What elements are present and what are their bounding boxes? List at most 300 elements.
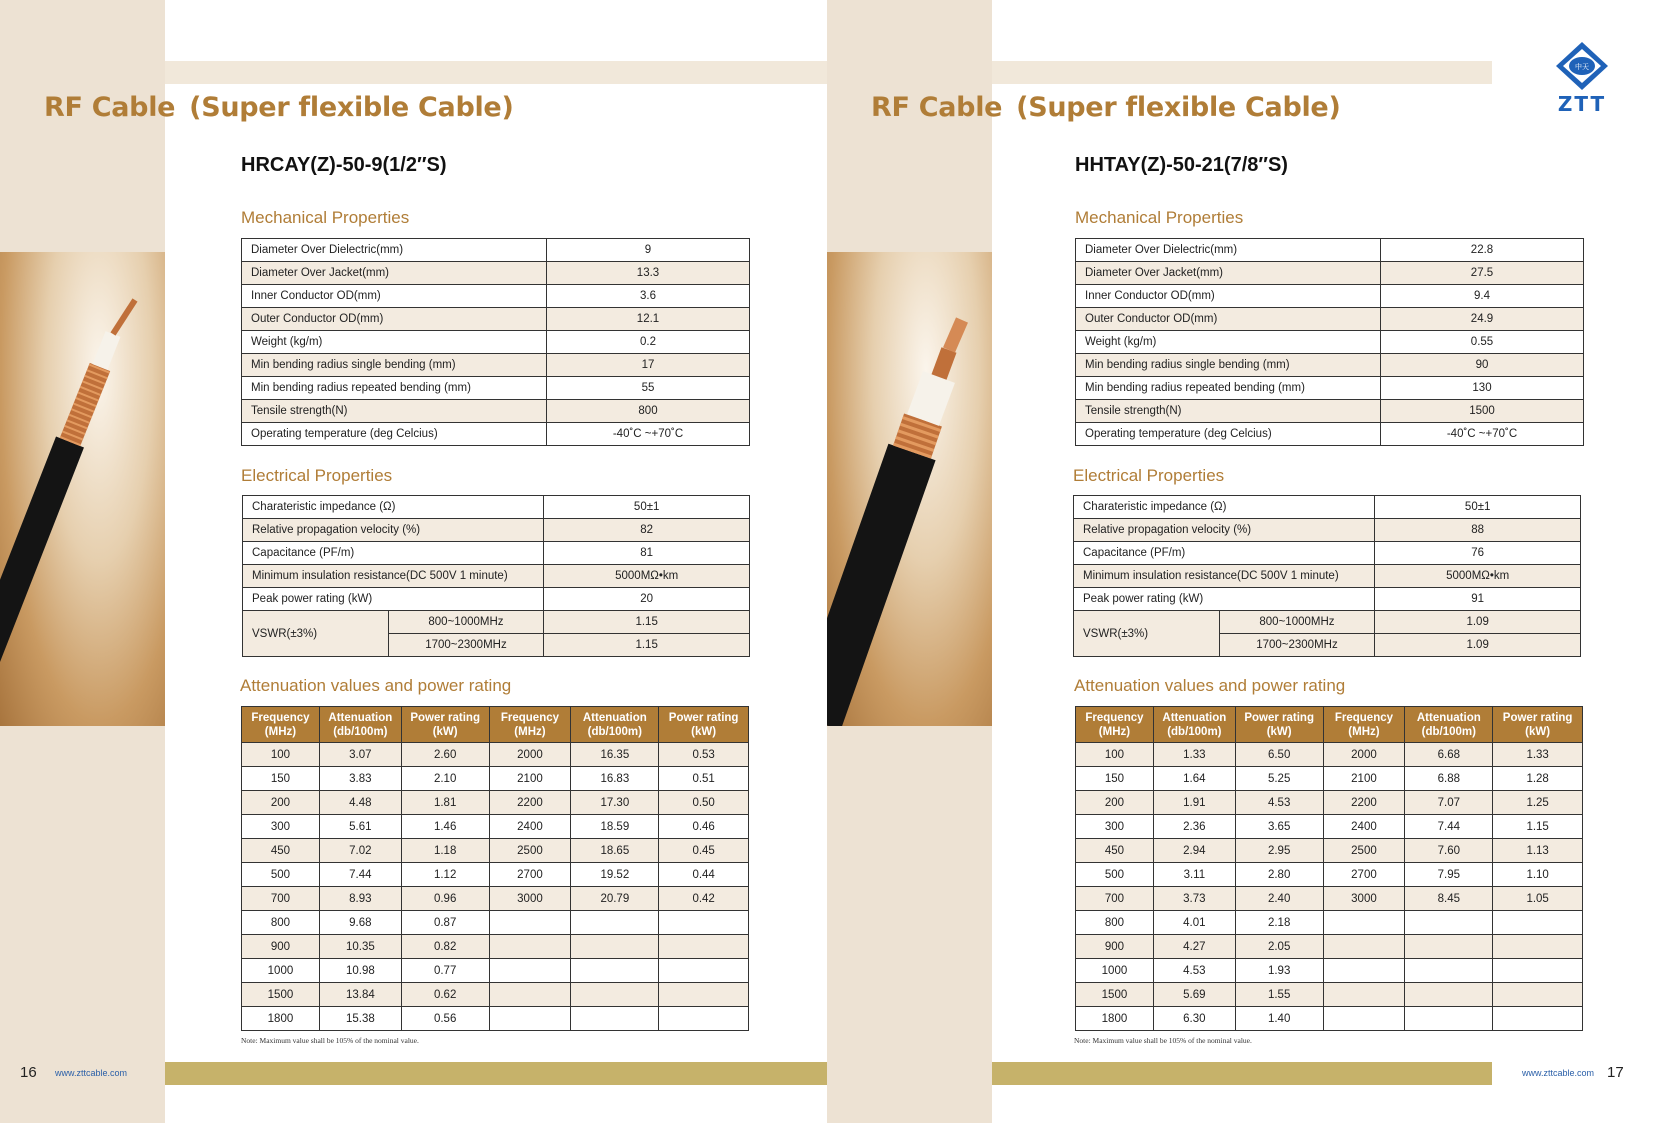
property-label: Min bending radius single bending (mm) (1076, 354, 1381, 377)
property-row (242, 239, 750, 262)
property-value: 130 (1381, 377, 1584, 400)
attenuation-row (1076, 911, 1583, 935)
attenuation-cell: 150 (1076, 767, 1154, 791)
property-label: Tensile strength(N) (242, 400, 547, 423)
attenuation-heading: Attenuation values and power rating (240, 676, 512, 695)
attenuation-row (242, 767, 749, 791)
column-header (1076, 707, 1154, 743)
property-row (243, 588, 750, 611)
attenuation-cell (571, 911, 659, 935)
attenuation-cell: 900 (1076, 935, 1154, 959)
property-label: Inner Conductor OD(mm) (242, 285, 547, 308)
attenuation-row (1076, 1007, 1583, 1031)
attenuation-cell: 700 (242, 887, 320, 911)
attenuation-cell: 3.73 (1153, 887, 1235, 911)
attenuation-cell: 0.50 (659, 791, 749, 815)
vswr-band: 1700~2300MHz (1219, 634, 1375, 657)
attenuation-cell: 2100 (1323, 767, 1405, 791)
attenuation-cell: 1.28 (1493, 767, 1583, 791)
property-label: Min bending radius repeated bending (mm) (242, 377, 547, 400)
attenuation-cell: 1.40 (1235, 1007, 1323, 1031)
attenuation-cell: 900 (242, 935, 320, 959)
attenuation-cell (571, 959, 659, 983)
top-band (165, 61, 827, 84)
page-title-main: RF Cable (44, 92, 176, 123)
column-header (571, 707, 659, 743)
column-header-unit: (kW) (1266, 725, 1292, 738)
property-value: 22.8 (1381, 239, 1584, 262)
mechanical-heading: Mechanical Properties (1075, 208, 1244, 227)
vswr-label: VSWR(±3%) (243, 611, 389, 657)
column-header-name: Attenuation (582, 711, 647, 724)
page-title-sub: (Super flexible Cable) (1016, 92, 1341, 123)
column-header (1405, 707, 1493, 743)
attenuation-cell: 7.44 (1405, 815, 1493, 839)
attenuation-cell: 2.60 (401, 743, 489, 767)
column-header-unit: (db/100m) (1167, 725, 1222, 738)
attenuation-cell: 0.45 (659, 839, 749, 863)
cable-photo-thick (827, 252, 992, 726)
vswr-band: 1700~2300MHz (388, 634, 544, 657)
attenuation-cell (1405, 1007, 1493, 1031)
mechanical-table (1075, 238, 1584, 446)
attenuation-cell (659, 959, 749, 983)
attenuation-cell: 1.93 (1235, 959, 1323, 983)
attenuation-cell: 0.44 (659, 863, 749, 887)
attenuation-cell: 3.83 (319, 767, 401, 791)
attenuation-cell (1493, 1007, 1583, 1031)
property-row (1076, 423, 1584, 446)
attenuation-cell (1323, 1007, 1405, 1031)
property-label: Tensile strength(N) (1076, 400, 1381, 423)
attenuation-cell: 0.51 (659, 767, 749, 791)
attenuation-cell: 200 (1076, 791, 1154, 815)
attenuation-cell: 0.96 (401, 887, 489, 911)
property-row (1074, 519, 1581, 542)
attenuation-cell: 1000 (242, 959, 320, 983)
property-row (1076, 262, 1584, 285)
attenuation-cell: 1800 (1076, 1007, 1154, 1031)
attenuation-cell: 1.91 (1153, 791, 1235, 815)
attenuation-row (1076, 839, 1583, 863)
property-label: Relative propagation velocity (%) (243, 519, 544, 542)
electrical-table (1073, 495, 1581, 657)
property-label: Peak power rating (kW) (243, 588, 544, 611)
column-header-unit: (kW) (691, 725, 717, 738)
property-label: Min bending radius repeated bending (mm) (1076, 377, 1381, 400)
attenuation-table (241, 706, 749, 1031)
column-header-unit: (MHz) (264, 725, 297, 738)
attenuation-row (1076, 887, 1583, 911)
logo-seal-text: 中天 (1575, 63, 1589, 71)
column-header-name: Attenuation (328, 711, 393, 724)
property-value: -40˚C ~+70˚C (1381, 423, 1584, 446)
column-header-unit: (MHz) (514, 725, 546, 738)
attenuation-cell: 2.36 (1153, 815, 1235, 839)
property-value: 12.1 (547, 308, 750, 331)
vswr-row (243, 611, 750, 634)
attenuation-cell: 2200 (1323, 791, 1405, 815)
attenuation-cell: 2500 (489, 839, 571, 863)
property-value: 27.5 (1381, 262, 1584, 285)
cable-photo-thin (0, 252, 165, 726)
attenuation-cell: 1.10 (1493, 863, 1583, 887)
page-title-sub: (Super flexible Cable) (189, 92, 514, 123)
attenuation-cell: 15.38 (319, 1007, 401, 1031)
property-label: Diameter Over Dielectric(mm) (1076, 239, 1381, 262)
property-value: 1500 (1381, 400, 1584, 423)
attenuation-cell: 1.46 (401, 815, 489, 839)
property-row (1074, 496, 1581, 519)
ztt-logo (1552, 40, 1612, 114)
property-label: Diameter Over Jacket(mm) (242, 262, 547, 285)
attenuation-row (1076, 959, 1583, 983)
column-header-unit: (kW) (432, 725, 458, 738)
attenuation-cell: 5.69 (1153, 983, 1235, 1007)
property-label: Operating temperature (deg Celcius) (242, 423, 547, 446)
property-value: 0.2 (547, 331, 750, 354)
attenuation-cell: 0.87 (401, 911, 489, 935)
attenuation-cell: 2000 (489, 743, 571, 767)
attenuation-cell: 3000 (489, 887, 571, 911)
attenuation-cell: 100 (1076, 743, 1154, 767)
property-row (242, 377, 750, 400)
attenuation-cell (1323, 983, 1405, 1007)
column-header-unit: (MHz) (1098, 725, 1131, 738)
attenuation-cell: 1500 (242, 983, 320, 1007)
attenuation-cell: 1.25 (1493, 791, 1583, 815)
attenuation-cell: 6.50 (1235, 743, 1323, 767)
property-row (1076, 285, 1584, 308)
attenuation-cell: 1.33 (1493, 743, 1583, 767)
property-row (242, 354, 750, 377)
attenuation-cell (571, 935, 659, 959)
property-row (243, 496, 750, 519)
property-row (242, 423, 750, 446)
attenuation-cell: 200 (242, 791, 320, 815)
electrical-heading: Electrical Properties (1073, 466, 1225, 485)
property-row (1074, 565, 1581, 588)
table-note: Note: Maximum value shall be 105% of the nominal value. (1074, 1036, 1252, 1045)
attenuation-cell: 7.60 (1405, 839, 1493, 863)
property-value: 800 (547, 400, 750, 423)
website-link[interactable]: www.zttcable.com (55, 1068, 128, 1078)
attenuation-cell: 6.88 (1405, 767, 1493, 791)
attenuation-cell: 7.44 (319, 863, 401, 887)
bottom-band (165, 1062, 827, 1085)
attenuation-cell (1493, 983, 1583, 1007)
attenuation-cell (489, 959, 571, 983)
attenuation-cell: 4.01 (1153, 911, 1235, 935)
column-header (1235, 707, 1323, 743)
column-header-unit: (MHz) (1348, 725, 1380, 738)
column-header (1153, 707, 1235, 743)
attenuation-cell: 1800 (242, 1007, 320, 1031)
attenuation-cell: 16.35 (571, 743, 659, 767)
attenuation-cell: 7.95 (1405, 863, 1493, 887)
attenuation-header-row (1076, 707, 1583, 743)
attenuation-cell: 16.83 (571, 767, 659, 791)
attenuation-cell: 1.15 (1493, 815, 1583, 839)
column-header-unit: (db/100m) (1421, 725, 1476, 738)
column-header (1323, 707, 1405, 743)
attenuation-row (1076, 863, 1583, 887)
vswr-band: 800~1000MHz (388, 611, 544, 634)
electrical-table (242, 495, 750, 657)
attenuation-cell: 9.68 (319, 911, 401, 935)
attenuation-cell: 13.84 (319, 983, 401, 1007)
attenuation-cell (1405, 911, 1493, 935)
electrical-heading: Electrical Properties (241, 466, 393, 485)
mechanical-heading: Mechanical Properties (241, 208, 410, 227)
attenuation-row (1076, 767, 1583, 791)
column-header (319, 707, 401, 743)
attenuation-cell: 0.77 (401, 959, 489, 983)
property-row (242, 331, 750, 354)
property-label: Minimum insulation resistance(DC 500V 1 minute) (243, 565, 544, 588)
property-label: Outer Conductor OD(mm) (1076, 308, 1381, 331)
property-row (243, 519, 750, 542)
attenuation-cell: 150 (242, 767, 320, 791)
attenuation-header-row (242, 707, 749, 743)
attenuation-cell: 1.12 (401, 863, 489, 887)
attenuation-row (1076, 815, 1583, 839)
attenuation-cell: 1.33 (1153, 743, 1235, 767)
attenuation-cell: 0.62 (401, 983, 489, 1007)
right-page (827, 0, 1654, 1123)
attenuation-row (242, 863, 749, 887)
page-number: 17 (1607, 1064, 1624, 1081)
attenuation-table (1075, 706, 1583, 1031)
vswr-value: 1.15 (544, 634, 750, 657)
property-row (1076, 377, 1584, 400)
column-header-name: Frequency (1334, 711, 1394, 724)
property-row (1076, 331, 1584, 354)
attenuation-cell: 18.59 (571, 815, 659, 839)
property-label: Diameter Over Jacket(mm) (1076, 262, 1381, 285)
attenuation-cell: 4.53 (1153, 959, 1235, 983)
attenuation-cell: 500 (1076, 863, 1154, 887)
attenuation-cell (489, 935, 571, 959)
attenuation-heading: Attenuation values and power rating (1074, 676, 1346, 695)
attenuation-row (242, 1007, 749, 1031)
column-header (401, 707, 489, 743)
attenuation-cell: 5.61 (319, 815, 401, 839)
attenuation-cell: 1.81 (401, 791, 489, 815)
attenuation-cell: 2500 (1323, 839, 1405, 863)
property-value: 24.9 (1381, 308, 1584, 331)
property-row (243, 542, 750, 565)
attenuation-cell: 2.95 (1235, 839, 1323, 863)
attenuation-row (1076, 791, 1583, 815)
property-label: Minimum insulation resistance(DC 500V 1 minute) (1074, 565, 1375, 588)
attenuation-cell (489, 1007, 571, 1031)
attenuation-cell: 10.98 (319, 959, 401, 983)
vswr-band: 800~1000MHz (1219, 611, 1375, 634)
attenuation-cell (489, 983, 571, 1007)
attenuation-cell: 700 (1076, 887, 1154, 911)
property-value: 5000MΩ•km (1375, 565, 1581, 588)
bottom-band (992, 1062, 1492, 1085)
page-title (44, 92, 513, 123)
model-title: HRCAY(Z)-50-9(1/2″S) (241, 154, 447, 176)
vswr-label: VSWR(±3%) (1074, 611, 1220, 657)
attenuation-cell: 17.30 (571, 791, 659, 815)
property-value: 90 (1381, 354, 1584, 377)
attenuation-cell: 18.65 (571, 839, 659, 863)
property-value: 20 (544, 588, 750, 611)
attenuation-cell: 2100 (489, 767, 571, 791)
attenuation-cell: 4.48 (319, 791, 401, 815)
attenuation-cell: 450 (242, 839, 320, 863)
attenuation-row (242, 935, 749, 959)
attenuation-cell: 3.07 (319, 743, 401, 767)
attenuation-cell (571, 983, 659, 1007)
property-value: 5000MΩ•km (544, 565, 750, 588)
attenuation-row (1076, 983, 1583, 1007)
column-header-name: Power rating (1502, 711, 1573, 724)
attenuation-cell: 1.18 (401, 839, 489, 863)
attenuation-cell: 2.94 (1153, 839, 1235, 863)
column-header-name: Power rating (410, 711, 480, 724)
property-label: Capacitance (PF/m) (243, 542, 544, 565)
property-value: 55 (547, 377, 750, 400)
property-label: Outer Conductor OD(mm) (242, 308, 547, 331)
property-value: 91 (1375, 588, 1581, 611)
property-row (242, 400, 750, 423)
attenuation-cell (659, 935, 749, 959)
attenuation-cell: 800 (1076, 911, 1154, 935)
attenuation-cell (1323, 911, 1405, 935)
website-link[interactable]: www.zttcable.com (1522, 1068, 1595, 1078)
attenuation-cell: 8.45 (1405, 887, 1493, 911)
property-value: 9.4 (1381, 285, 1584, 308)
attenuation-cell: 2000 (1323, 743, 1405, 767)
property-value: 50±1 (1375, 496, 1581, 519)
attenuation-cell: 7.07 (1405, 791, 1493, 815)
property-label: Charateristic impedance (Ω) (243, 496, 544, 519)
attenuation-cell (1493, 959, 1583, 983)
attenuation-cell (1493, 935, 1583, 959)
top-band (992, 61, 1492, 84)
attenuation-row (242, 983, 749, 1007)
property-value: 82 (544, 519, 750, 542)
attenuation-cell (489, 911, 571, 935)
model-title: HHTAY(Z)-50-21(7/8″S) (1075, 154, 1288, 176)
attenuation-cell: 0.53 (659, 743, 749, 767)
attenuation-cell (659, 1007, 749, 1031)
property-value: 17 (547, 354, 750, 377)
attenuation-cell: 450 (1076, 839, 1154, 863)
column-header (489, 707, 571, 743)
page-number: 16 (20, 1064, 37, 1081)
attenuation-cell: 2700 (1323, 863, 1405, 887)
property-row (1074, 588, 1581, 611)
attenuation-cell (659, 911, 749, 935)
property-value: 13.3 (547, 262, 750, 285)
attenuation-cell: 0.82 (401, 935, 489, 959)
ztt-logo-text: ZTT (1557, 92, 1607, 116)
property-row (242, 262, 750, 285)
attenuation-cell: 2400 (1323, 815, 1405, 839)
attenuation-cell: 2.40 (1235, 887, 1323, 911)
attenuation-row (242, 887, 749, 911)
attenuation-cell: 1000 (1076, 959, 1154, 983)
property-label: Inner Conductor OD(mm) (1076, 285, 1381, 308)
attenuation-cell: 3.11 (1153, 863, 1235, 887)
table-note: Note: Maximum value shall be 105% of the nominal value. (241, 1036, 419, 1045)
column-header-unit: (db/100m) (333, 725, 388, 738)
attenuation-cell (1493, 911, 1583, 935)
property-label: Operating temperature (deg Celcius) (1076, 423, 1381, 446)
property-label: Peak power rating (kW) (1074, 588, 1375, 611)
column-header (659, 707, 749, 743)
attenuation-cell: 1.13 (1493, 839, 1583, 863)
attenuation-cell: 6.68 (1405, 743, 1493, 767)
attenuation-cell (1405, 959, 1493, 983)
mechanical-table (241, 238, 750, 446)
attenuation-cell: 0.42 (659, 887, 749, 911)
attenuation-cell (1405, 983, 1493, 1007)
attenuation-cell: 7.02 (319, 839, 401, 863)
property-row (1076, 239, 1584, 262)
column-header (242, 707, 320, 743)
attenuation-cell: 6.30 (1153, 1007, 1235, 1031)
property-label: Capacitance (PF/m) (1074, 542, 1375, 565)
property-value: 50±1 (544, 496, 750, 519)
attenuation-cell (1323, 935, 1405, 959)
property-value: 81 (544, 542, 750, 565)
column-header-name: Power rating (1244, 711, 1314, 724)
column-header-name: Frequency (500, 711, 560, 724)
attenuation-cell: 1.55 (1235, 983, 1323, 1007)
attenuation-cell: 4.53 (1235, 791, 1323, 815)
property-label: Weight (kg/m) (242, 331, 547, 354)
page-title-main: RF Cable (871, 92, 1003, 123)
attenuation-cell (571, 1007, 659, 1031)
attenuation-cell: 0.46 (659, 815, 749, 839)
property-row (1076, 308, 1584, 331)
attenuation-row (1076, 935, 1583, 959)
column-header-unit: (db/100m) (587, 725, 642, 738)
property-label: Charateristic impedance (Ω) (1074, 496, 1375, 519)
attenuation-cell: 1500 (1076, 983, 1154, 1007)
attenuation-cell: 2.10 (401, 767, 489, 791)
attenuation-cell: 5.25 (1235, 767, 1323, 791)
attenuation-cell: 2400 (489, 815, 571, 839)
property-label: Relative propagation velocity (%) (1074, 519, 1375, 542)
attenuation-row (242, 743, 749, 767)
attenuation-cell: 100 (242, 743, 320, 767)
column-header-unit: (kW) (1525, 725, 1551, 738)
attenuation-row (242, 959, 749, 983)
property-row (1076, 354, 1584, 377)
attenuation-cell: 1.64 (1153, 767, 1235, 791)
attenuation-cell: 3000 (1323, 887, 1405, 911)
attenuation-cell: 10.35 (319, 935, 401, 959)
attenuation-cell: 800 (242, 911, 320, 935)
property-value: 3.6 (547, 285, 750, 308)
page-title (871, 92, 1340, 123)
attenuation-cell: 20.79 (571, 887, 659, 911)
vswr-row (1074, 611, 1581, 634)
column-header-name: Power rating (668, 711, 739, 724)
property-value: 76 (1375, 542, 1581, 565)
column-header-name: Attenuation (1162, 711, 1227, 724)
attenuation-cell: 2.18 (1235, 911, 1323, 935)
attenuation-cell: 8.93 (319, 887, 401, 911)
vswr-value: 1.09 (1375, 634, 1581, 657)
